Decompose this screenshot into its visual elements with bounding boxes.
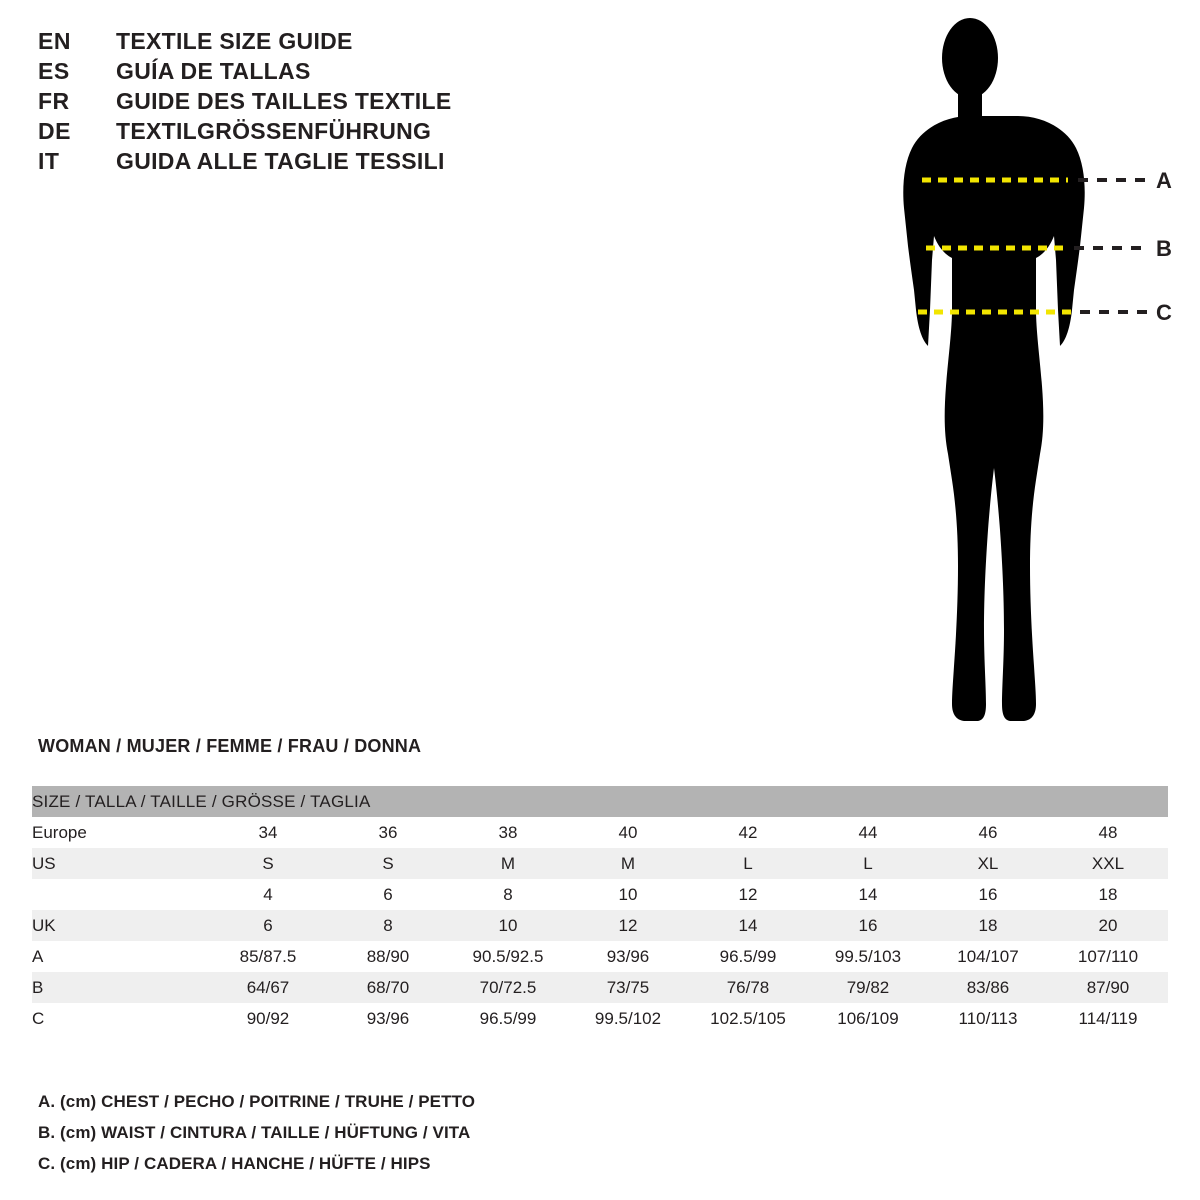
row-label-europe: Europe — [32, 817, 208, 848]
cell-europe-3: 40 — [568, 817, 688, 848]
title-text-it: GUIDA ALLE TAGLIE TESSILI — [116, 148, 445, 174]
size-table — [32, 786, 1168, 1034]
cell-b-2: 70/72.5 — [448, 972, 568, 1003]
cell-b-6: 83/86 — [928, 972, 1048, 1003]
female-silhouette-icon — [860, 10, 1190, 740]
cell-uk-3: 12 — [568, 910, 688, 941]
cell-a-2: 90.5/92.5 — [448, 941, 568, 972]
footnotes — [38, 1092, 738, 1185]
footnote-c: C. (cm) HIP / CADERA / HANCHE / HÜFTE / HIPS — [38, 1154, 431, 1173]
cell-us-3: M — [568, 848, 688, 879]
title-lang-es: ES — [38, 58, 70, 84]
table-row — [32, 941, 1168, 972]
row-label-a: A — [32, 941, 208, 972]
title-text-fr: GUIDE DES TAILLES TEXTILE — [116, 88, 452, 114]
cell-a-1: 88/90 — [328, 941, 448, 972]
cell-a-7: 107/110 — [1048, 941, 1168, 972]
cell-uk-0: 6 — [208, 910, 328, 941]
cell-c-3: 99.5/102 — [568, 1003, 688, 1034]
label-c: C — [1156, 300, 1172, 325]
cell-us-0: S — [208, 848, 328, 879]
footnote-b: B. (cm) WAIST / CINTURA / TAILLE / HÜFTUNG / VITA — [38, 1123, 471, 1142]
cell-b-4: 76/78 — [688, 972, 808, 1003]
cell-europe-4: 42 — [688, 817, 808, 848]
row-label-b: B — [32, 972, 208, 1003]
cell-europe-7: 48 — [1048, 817, 1168, 848]
table-row — [32, 848, 1168, 879]
cell-usnum-7: 18 — [1048, 879, 1168, 910]
table-row — [32, 910, 1168, 941]
row-label-us: US — [32, 848, 208, 879]
cell-usnum-6: 16 — [928, 879, 1048, 910]
title-row-en — [38, 28, 658, 55]
cell-b-0: 64/67 — [208, 972, 328, 1003]
cell-uk-2: 10 — [448, 910, 568, 941]
cell-usnum-2: 8 — [448, 879, 568, 910]
cell-c-0: 90/92 — [208, 1003, 328, 1034]
table-row — [32, 1003, 1168, 1034]
body-figure — [860, 10, 1190, 740]
cell-usnum-0: 4 — [208, 879, 328, 910]
row-label-c: C — [32, 1003, 208, 1034]
cell-usnum-5: 14 — [808, 879, 928, 910]
cell-a-5: 99.5/103 — [808, 941, 928, 972]
cell-a-4: 96.5/99 — [688, 941, 808, 972]
cell-c-5: 106/109 — [808, 1003, 928, 1034]
title-row-es — [38, 58, 658, 85]
cell-a-6: 104/107 — [928, 941, 1048, 972]
cell-us-7: XXL — [1048, 848, 1168, 879]
cell-c-6: 110/113 — [928, 1003, 1048, 1034]
title-text-de: TEXTILGRÖSSENFÜHRUNG — [116, 118, 432, 144]
label-b: B — [1156, 236, 1172, 261]
row-label-us-numeric — [32, 879, 208, 910]
title-text-en: TEXTILE SIZE GUIDE — [116, 28, 353, 54]
cell-uk-1: 8 — [328, 910, 448, 941]
cell-b-3: 73/75 — [568, 972, 688, 1003]
cell-b-5: 79/82 — [808, 972, 928, 1003]
title-block — [38, 28, 658, 178]
cell-a-0: 85/87.5 — [208, 941, 328, 972]
cell-us-2: M — [448, 848, 568, 879]
table-header-row — [32, 786, 1168, 817]
cell-europe-2: 38 — [448, 817, 568, 848]
cell-uk-7: 20 — [1048, 910, 1168, 941]
table-header-label: SIZE / TALLA / TAILLE / GRÖSSE / TAGLIA — [32, 786, 1168, 817]
cell-b-7: 87/90 — [1048, 972, 1168, 1003]
title-text-es: GUÍA DE TALLAS — [116, 58, 311, 84]
cell-uk-5: 16 — [808, 910, 928, 941]
cell-usnum-3: 10 — [568, 879, 688, 910]
cell-us-4: L — [688, 848, 808, 879]
cell-a-3: 93/96 — [568, 941, 688, 972]
cell-europe-0: 34 — [208, 817, 328, 848]
cell-europe-5: 44 — [808, 817, 928, 848]
title-lang-fr: FR — [38, 88, 70, 114]
cell-usnum-1: 6 — [328, 879, 448, 910]
cell-c-2: 96.5/99 — [448, 1003, 568, 1034]
cell-c-7: 114/119 — [1048, 1003, 1168, 1034]
cell-c-4: 102.5/105 — [688, 1003, 808, 1034]
cell-us-6: XL — [928, 848, 1048, 879]
cell-uk-6: 18 — [928, 910, 1048, 941]
title-lang-de: DE — [38, 118, 71, 144]
table-row — [32, 879, 1168, 910]
cell-us-5: L — [808, 848, 928, 879]
title-row-it — [38, 148, 658, 175]
title-row-fr — [38, 88, 658, 115]
cell-uk-4: 14 — [688, 910, 808, 941]
title-row-de — [38, 118, 658, 145]
cell-b-1: 68/70 — [328, 972, 448, 1003]
section-title: WOMAN / MUJER / FEMME / FRAU / DONNA — [38, 736, 422, 756]
title-lang-en: EN — [38, 28, 71, 54]
cell-europe-6: 46 — [928, 817, 1048, 848]
table-row — [32, 972, 1168, 1003]
title-lang-it: IT — [38, 148, 60, 174]
footnote-a: A. (cm) CHEST / PECHO / POITRINE / TRUHE / PETTO — [38, 1092, 476, 1111]
table-row — [32, 817, 1168, 848]
cell-europe-1: 36 — [328, 817, 448, 848]
cell-c-1: 93/96 — [328, 1003, 448, 1034]
cell-us-1: S — [328, 848, 448, 879]
label-a: A — [1156, 168, 1172, 193]
row-label-uk: UK — [32, 910, 208, 941]
cell-usnum-4: 12 — [688, 879, 808, 910]
